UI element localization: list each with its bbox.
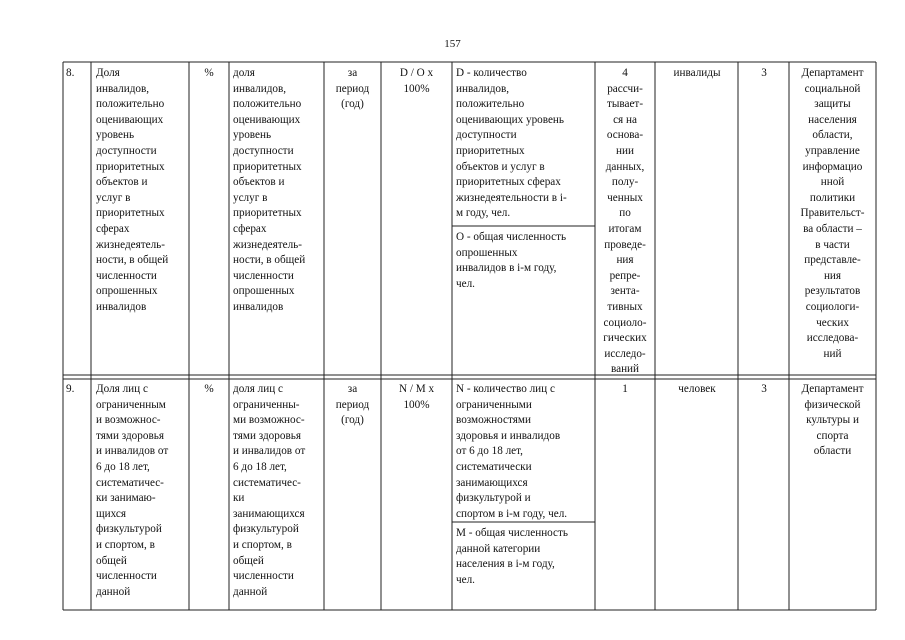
- indicator-code: 3: [761, 383, 767, 395]
- indicator-name: Доля лиц с ограниченным и возможнос- тями здоровья и инвалидов от 6 до 18 лет, систематичес- ки занимаю- щихся физкультурой и спортом, в общей численности данной: [96, 383, 169, 598]
- row-number: 8.: [66, 67, 75, 79]
- variable-description: D - количество инвалидов, положительно оценивающих уровень доступности приоритетных объектов и услуг в приоритетных сферах жизнедеятельности в i- м году, чел.: [456, 67, 567, 220]
- calculation-method: 4 рассчи- тывает- ся на основа- нии данных, полу- ченных по итогам проведе- ния репре- зента- тивных социоло- гических исследо- ваний: [603, 67, 647, 376]
- unit: %: [204, 383, 214, 395]
- indicator-name: Доля инвалидов, положительно оценивающих уровень доступности приоритетных объектов и услуг в приоритетных сферах жизнедеятель- ности, в общей численности опрошенных инвалидов: [96, 67, 169, 313]
- calculation-method: 1: [622, 383, 628, 395]
- row-number: 9.: [66, 383, 75, 395]
- responsible-body: Департамент физической культуры и спорта области: [801, 383, 864, 458]
- indicator-definition: доля инвалидов, положительно оценивающих уровень доступности приоритетных объектов и услуг в приоритетных сферах жизнедеятель- ности, в общей численности опрошенных инвалидов: [233, 67, 306, 313]
- population-group: человек: [678, 383, 716, 395]
- indicator-definition: доля лиц с ограниченны- ми возможнос- тями здоровья и инвалидов от 6 до 18 лет, систематичес- ки занимающихся физкультурой и спортом, в общей численности данной: [233, 383, 306, 598]
- population-group: инвалиды: [673, 67, 721, 79]
- unit: %: [204, 67, 214, 79]
- indicator-code: 3: [761, 67, 767, 79]
- variable-description: O - общая численность опрошенных инвалидов в i-м году, чел.: [456, 231, 567, 290]
- variable-description: M - общая численность данной категории населения в i-м году, чел.: [456, 527, 569, 586]
- period: за период (год): [335, 67, 370, 111]
- formula: N / M x 100%: [398, 383, 435, 411]
- period: за период (год): [335, 383, 370, 427]
- responsible-body: Департамент социальной защиты населения области, управление информацио нной политики Правительст- ва области – в части представле- ния результатов социологи- ческих исследова- ний: [800, 67, 865, 360]
- variable-description: N - количество лиц с ограниченными возможностями здоровья и инвалидов от 6 до 18 лет, систематически занимающихся физкультурой и спортом в i-м году, чел.: [456, 383, 568, 520]
- formula: D / O x 100%: [399, 67, 434, 95]
- page-number: 157: [444, 38, 461, 50]
